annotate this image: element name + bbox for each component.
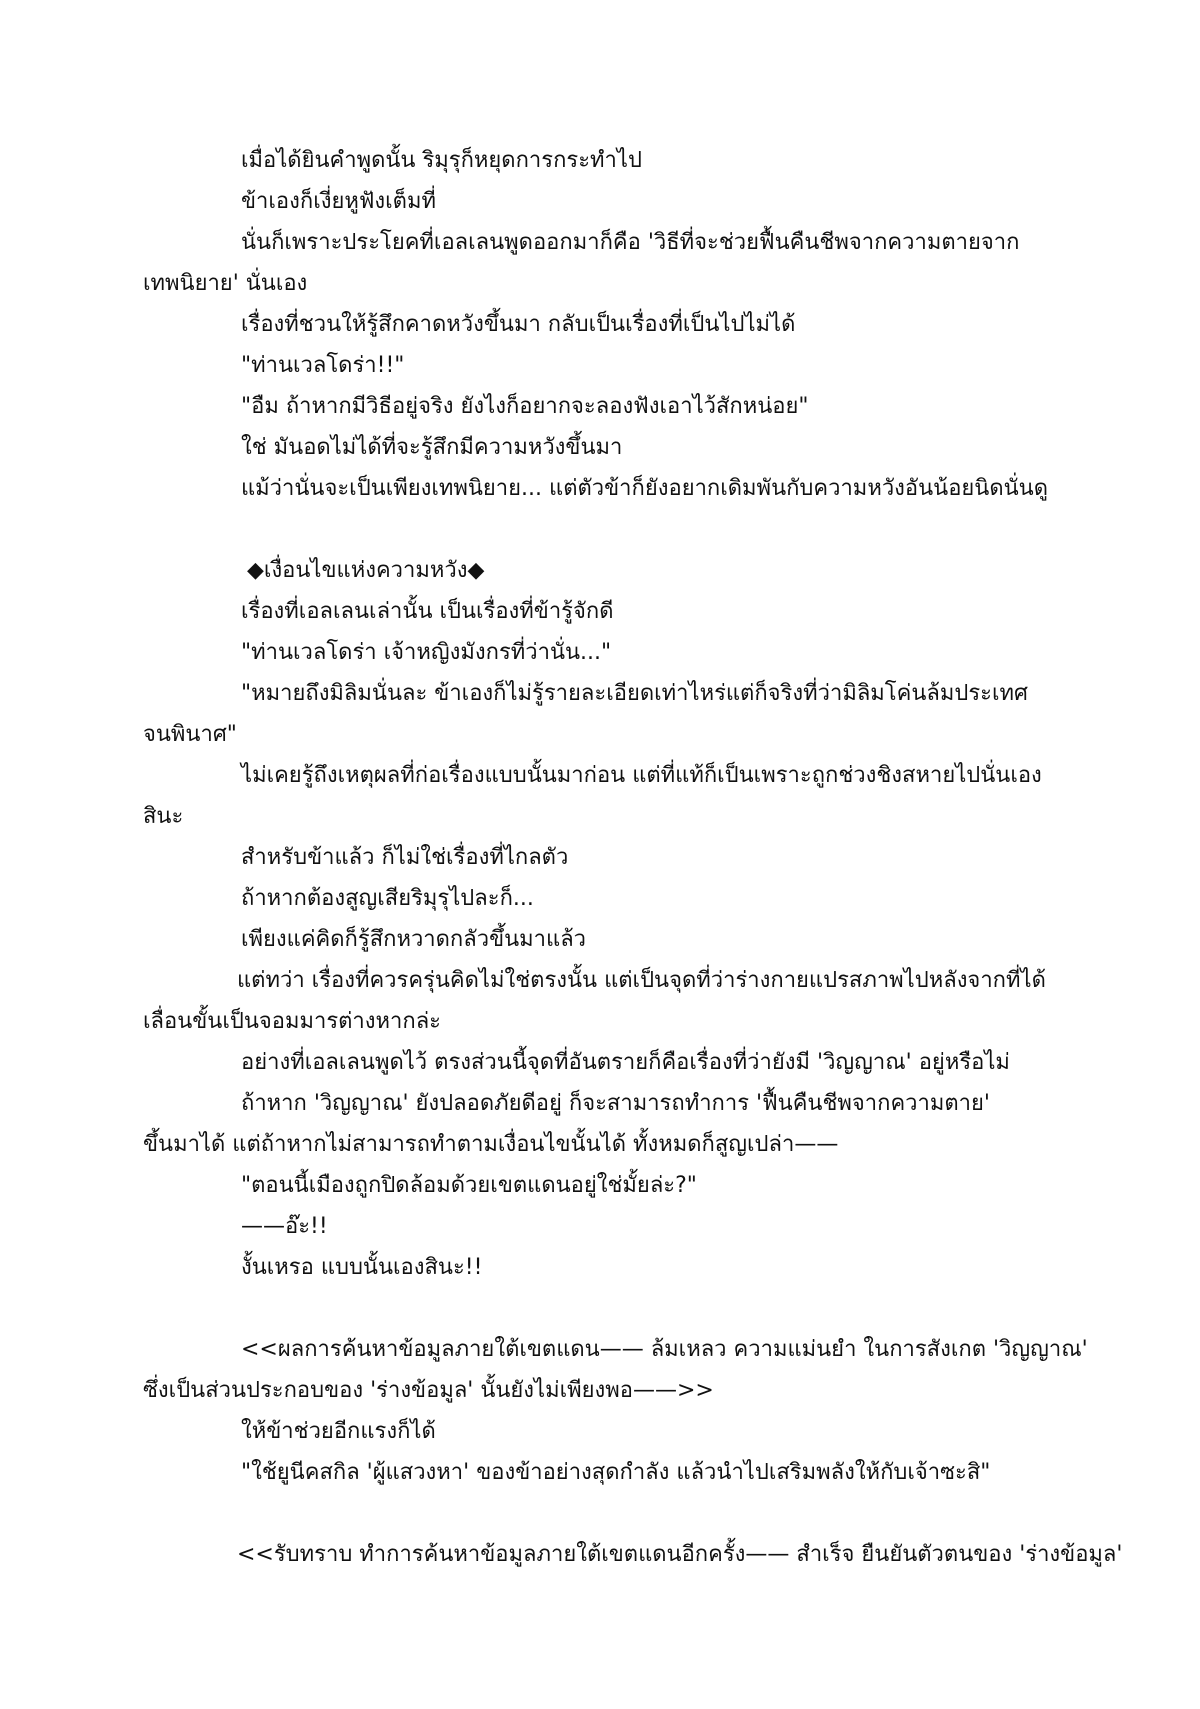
paragraph-line: ถ้าหากต้องสูญเสียริมุรุไปละก็...: [241, 886, 534, 911]
paragraph-line: เรื่องที่เอลเลนเล่านั้น เป็นเรื่องที่ข้ารู้จักดี: [241, 599, 614, 624]
paragraph-line: จนพินาศ": [143, 722, 237, 747]
paragraph-line: เพียงแค่คิดก็รู้สึกหวาดกลัวขึ้นมาแล้ว: [241, 927, 587, 952]
paragraph-line: ถ้าหาก 'วิญญาณ' ยังปลอดภัยดีอยู่ ก็จะสามารถทำการ 'ฟื้นคืนชีพจากความตาย': [241, 1091, 990, 1116]
dialogue-line: "หมายถึงมิลิมนั่นละ ข้าเองก็ไม่รู้รายละเอียดเท่าไหร่แต่ก็จริงที่ว่ามิลิมโค่นล้มประเทศ: [241, 681, 1028, 706]
document-body: [143, 140, 1123, 1575]
section-heading: ◆เงื่อนไขแห่งความหวัง◆: [247, 558, 485, 583]
paragraph-line: งั้นเหรอ แบบนั้นเองสินะ!!: [241, 1255, 483, 1280]
paragraph-line: เทพนิยาย' นั่นเอง: [143, 271, 308, 296]
paragraph-line: แต่ทว่า เรื่องที่ควรครุ่นคิดไม่ใช่ตรงนั้น แต่เป็นจุดที่ว่าร่างกายแปรสภาพไปหลังจากที่ได้: [237, 968, 1046, 993]
paragraph-line: นั่นก็เพราะประโยคที่เอลเลนพูดออกมาก็คือ 'วิธีที่จะช่วยฟื้นคืนชีพจากความตายจาก: [241, 230, 1020, 255]
paragraph-line: แม้ว่านั่นจะเป็นเพียงเทพนิยาย... แต่ตัวข้าก็ยังอยากเดิมพันกับความหวังอันน้อยนิดนั่นดู: [241, 476, 1048, 501]
paragraph-line: ไม่เคยรู้ถึงเหตุผลที่ก่อเรื่องแบบนั้นมาก่อน แต่ที่แท้ก็เป็นเพราะถูกช่วงชิงสหายไปนั่นเอง: [241, 763, 1042, 788]
paragraph-line: ให้ข้าช่วยอีกแรงก็ได้: [241, 1419, 436, 1444]
dialogue-line: "ใช้ยูนีคสกิล 'ผู้แสวงหา' ของข้าอย่างสุดกำลัง แล้วนำไปเสริมพลังให้กับเจ้าซะสิ": [241, 1460, 991, 1485]
paragraph-line: เรื่องที่ชวนให้รู้สึกคาดหวังขึ้นมา กลับเป็นเรื่องที่เป็นไปไม่ได้: [241, 312, 796, 337]
dialogue-line: "ตอนนี้เมืองถูกปิดล้อมด้วยเขตแดนอยู่ใช่มั้ยล่ะ?": [241, 1173, 697, 1198]
blank-line: [143, 1288, 1055, 1329]
dialogue-line: "อืม ถ้าหากมีวิธีอยู่จริง ยังไงก็อยากจะลองฟังเอาไว้สักหน่อย": [241, 394, 809, 419]
dialogue-line: "ท่านเวลโดร่า!!": [241, 353, 405, 378]
system-message-line: ซึ่งเป็นส่วนประกอบของ 'ร่างข้อมูล' นั้นยังไม่เพียงพอ——>>: [143, 1378, 714, 1403]
paragraph-line: เมื่อได้ยินคำพูดนั้น ริมุรุก็หยุดการกระทำไป: [241, 148, 642, 173]
dialogue-line: "ท่านเวลโดร่า เจ้าหญิงมังกรที่ว่านั่น...": [241, 640, 612, 665]
paragraph-line: ขึ้นมาได้ แต่ถ้าหากไม่สามารถทำตามเงื่อนไขนั้นได้ ทั้งหมดก็สูญเปล่า——: [143, 1132, 839, 1157]
paragraph-line: สินะ: [143, 804, 184, 829]
blank-line: [143, 509, 1055, 550]
blank-line: [143, 1493, 1055, 1534]
paragraph-line: ——อ๊ะ!!: [241, 1214, 328, 1239]
paragraph-line: ข้าเองก็เงี่ยหูฟังเต็มที่: [241, 189, 436, 214]
system-message-line: <<ผลการค้นหาข้อมูลภายใต้เขตแดน—— ล้มเหลว ความแม่นยำ ในการสังเกต 'วิญญาณ': [241, 1337, 1088, 1362]
paragraph-line: เลื่อนขั้นเป็นจอมมารต่างหากล่ะ: [143, 1009, 441, 1034]
system-message-line: <<รับทราบ ทำการค้นหาข้อมูลภายใต้เขตแดนอีกครั้ง—— สำเร็จ ยืนยันตัวตนของ 'ร่างข้อมูล': [237, 1542, 1123, 1567]
paragraph-line: อย่างที่เอลเลนพูดไว้ ตรงส่วนนี้จุดที่อันตรายก็คือเรื่องที่ว่ายังมี 'วิญญาณ' อยู่หรือไม่: [241, 1050, 1010, 1075]
paragraph-line: ใช่ มันอดไม่ได้ที่จะรู้สึกมีความหวังขึ้นมา: [241, 435, 623, 460]
paragraph-line: สำหรับข้าแล้ว ก็ไม่ใช่เรื่องที่ไกลตัว: [241, 845, 569, 870]
